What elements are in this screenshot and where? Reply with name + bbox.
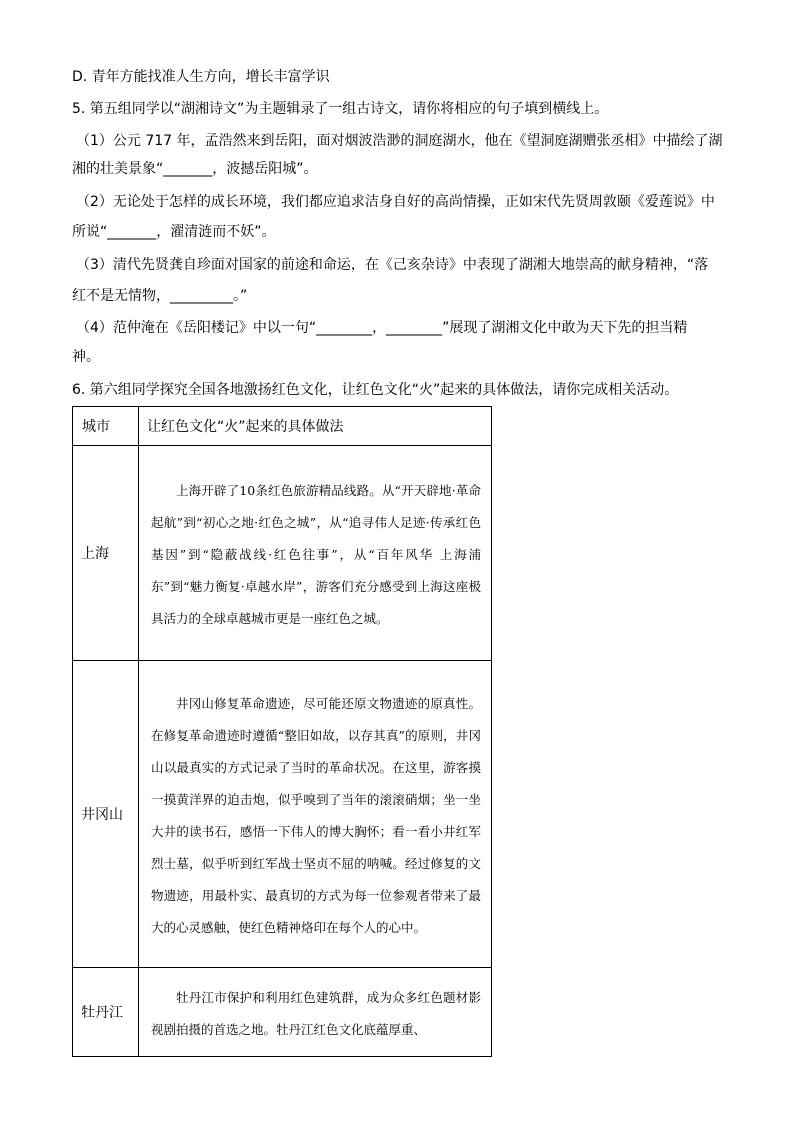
question-5-item-1-cont: 湘的壮美景象“_______，波撼岳阳城”。 [72, 161, 318, 177]
table-header-row [73, 407, 492, 446]
method-cell: 牡丹江市保护和利用红色建筑群，成为众多红色题材影视剧拍摄的首选之地。牡丹江红色文化底蕴厚重、 [139, 968, 492, 1057]
red-culture-table [72, 406, 492, 1057]
question-5-item-3: （3）清代先贤龚自珍面对国家的前途和命运，在《己亥杂诗》中表现了湖湘大地崇高的献身精神，“落 [76, 257, 709, 273]
question-5-item-4: （4）范仲淹在《岳阳楼记》中以一句“________，________”展现了湖湘文化中敢为天下先的担当精 [76, 320, 688, 336]
table-row [73, 446, 492, 661]
header-city: 城市 [73, 407, 139, 446]
city-cell: 上海 [73, 446, 139, 661]
method-cell: 井冈山修复革命遗迹，尽可能还原文物遗迹的原真性。在修复革命遗迹时遵循“整旧如故，以存其真”的原则，井冈山以最真实的方式记录了当时的革命状况。在这里，游客摸一摸黄洋界的迫击炮，似乎嗅到了当年的滚滚硝烟；坐一坐大井的读书石，感悟一下伟人的博大胸怀；看一看小井红军烈士墓，似乎听到红军战士坚贞不屈的呐喊。经过修复的文物遗迹，用最朴实、最真切的方式为每一位参观者带来了最大的心灵感触，使红色精神烙印在每个人的心中。 [139, 661, 492, 968]
question-5-item-2: （2）无论处于怎样的成长环境，我们都应追求洁身自好的高尚情操，正如宋代先贤周敦颐《爱莲说》中 [76, 194, 715, 210]
question-5-item-3-cont: 红不是无情物，_________。” [72, 288, 248, 304]
city-cell: 牡丹江 [73, 968, 139, 1057]
table-row [73, 661, 492, 968]
option-d: D. 青年方能找准人生方向，增长丰富学识 [72, 69, 330, 85]
table-row [73, 968, 492, 1057]
city-cell: 井冈山 [73, 661, 139, 968]
method-cell: 上海开辟了10条红色旅游精品线路。从“开天辟地·革命起航”到“初心之地·红色之城”，从“追寻伟人足迹·传承红色基因”到“隐蔽战线·红色往事”，从“百年风华 上海浦东”到“魅力衡复·卓越水岸”，游客们充分感受到上海这座极具活力的全球卓越城市更是一座红色之城。 [139, 446, 492, 661]
question-5-item-4-cont: 神。 [72, 349, 100, 365]
question-6-stem: 6. 第六组同学探究全国各地激扬红色文化，让红色文化“火”起来的具体做法，请你完成相关活动。 [72, 382, 679, 398]
question-5-stem: 5. 第五组同学以“湖湘诗文”为主题辑录了一组古诗文，请你将相应的句子填到横线上。 [72, 101, 609, 117]
question-5-item-2-cont: 所说“_______，濯清涟而不妖”。 [72, 224, 276, 240]
question-5-item-1: （1）公元 717 年，孟浩然来到岳阳，面对烟波浩渺的洞庭湖水，他在《望洞庭湖赠张丞相》中描绘了湖 [76, 133, 723, 149]
header-method: 让红色文化“火”起来的具体做法 [139, 407, 492, 446]
